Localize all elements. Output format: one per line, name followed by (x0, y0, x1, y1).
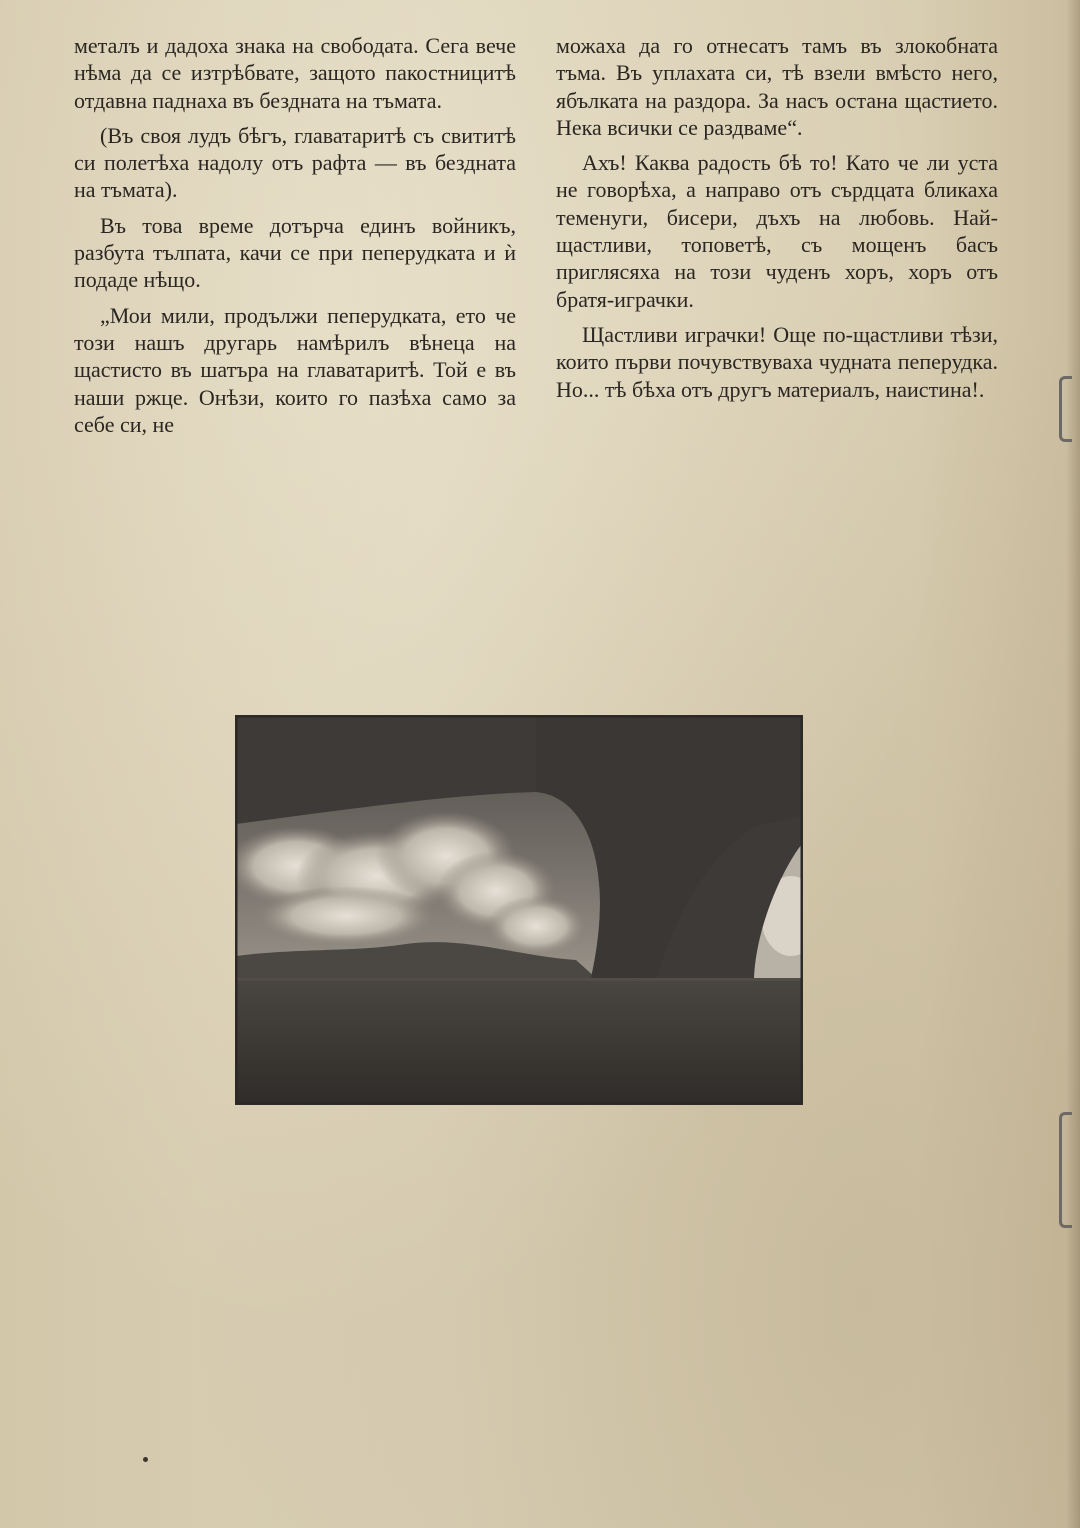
right-text-column (556, 32, 998, 411)
staple (1059, 1112, 1072, 1228)
photo-drawing (236, 716, 802, 1104)
paragraph: (Въ своя лудъ бѣгъ, главатаритѣ съ свититѣ си полетѣха надолу отъ рафта — въ бездната на тъмата). (74, 122, 516, 203)
page-edge-shadow (1066, 0, 1080, 1528)
paragraph: Въ това време дотърча единъ войникъ, разбута тълпата, качи се при пеперудката и ѝ подаде нѣщо. (74, 212, 516, 293)
paragraph: „Мои мили, продължи пеперудката, ето че този нашъ другарь намѣрилъ вѣнеца на щастисто въ шатъра на главатаритѣ. Той е въ наши ржце. Онѣзи, които го пазѣха само за себе си, не (74, 302, 516, 437)
staple (1059, 376, 1072, 442)
illustration-photo (236, 716, 802, 1104)
paragraph: металъ и дадоха знака на свободата. Сега вече нѣма да се изтрѣбвате, защото пакостницитѣ отдавна паднаха въ бездната на тъмата. (74, 33, 516, 113)
paper-speck (143, 1457, 148, 1462)
paragraph: Щастливи играчки! Още по-щастливи тѣзи, които първи почувствуваха чудната пеперудка. Но... тѣ бѣха отъ другъ материалъ, наистина!. (556, 321, 998, 402)
paragraph: можаха да го отнесатъ тамъ въ злокобната тъма. Въ уплахата си, тѣ взели вмѣсто него, ябълката на раздора. За насъ остана щастието. Нека всички се раздваме“. (556, 33, 998, 140)
left-text-column (74, 32, 516, 446)
paragraph: Ахъ! Каква радость бѣ то! Като че ли уста не говорѣха, а направо отъ сърдцата бликаха теменуги, бисери, дъхъ на любовь. Най-щастливи, топоветѣ, съ мощенъ басъ приглясяха на този чуденъ хоръ, хоръ отъ братя-играчки. (556, 150, 998, 312)
